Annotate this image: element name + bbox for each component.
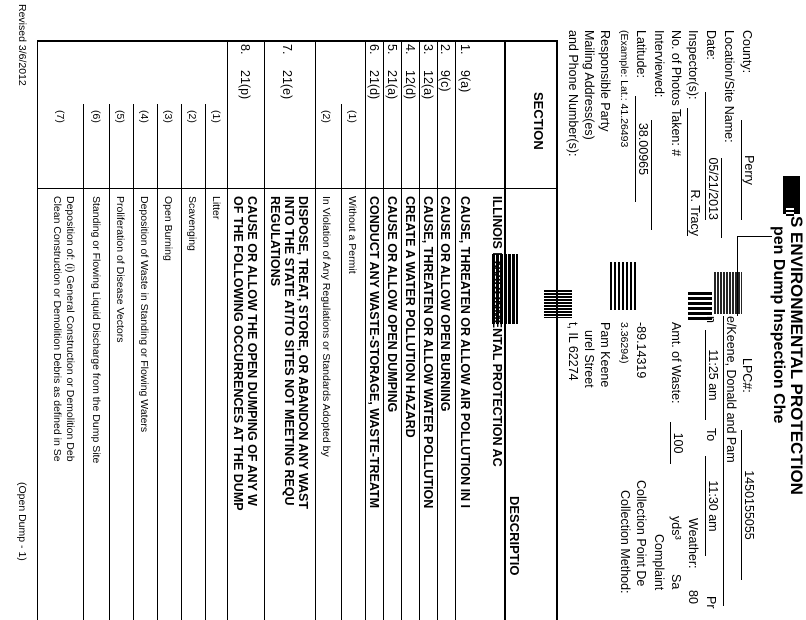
latitude-label: Latitude: (634, 30, 648, 78)
inspectors-label: Inspector(s): (686, 30, 700, 100)
collection-method-label: Collection Method: (618, 490, 632, 594)
row-section: 9(a) (458, 70, 472, 93)
page-footer: (Open Dump - 1) (16, 482, 28, 561)
lpc-value: 1450155055 (741, 430, 756, 580)
waste-extra: Sa (669, 574, 683, 590)
row-description: Without a Permit (346, 196, 358, 274)
row-section: 12(a) (421, 70, 435, 100)
latitude-value: 38.00965 (635, 96, 650, 202)
longitude-example: 3.36294) (618, 322, 630, 364)
row-section: 21(a) (385, 70, 399, 100)
row-number: 7. (280, 44, 294, 55)
row-description-line1: Deposition of: (i) General Construction or Demolition Deb (64, 196, 76, 462)
row-subsection: (6) (90, 110, 102, 123)
row-description: CAUSE, THREATEN OR ALLOW WATER POLLUTION (421, 196, 435, 509)
row-description: In Violation of Any Regulations or Standards Adopted by (320, 196, 332, 457)
complaint-label: Complaint (652, 534, 666, 591)
row-subsection: (2) (320, 110, 332, 123)
time-to-label: To (704, 428, 718, 442)
act-header: ILLINOIS ENVIRONMENTAL PROTECTION AC (490, 196, 504, 467)
city-state-zip: t, IL 62274 (566, 322, 580, 381)
row-number: 4. (403, 44, 417, 55)
location-label: Location/Site Name: (722, 30, 736, 143)
row-subsection: (2) (186, 110, 198, 123)
document-subtitle: pen Dump Inspection Che (770, 226, 787, 424)
time-to-value: 11:30 am (705, 456, 720, 556)
row-subsection: (1) (346, 110, 358, 123)
weather-value: 80 (686, 590, 700, 604)
section-column-header: SECTION (531, 92, 546, 150)
document-title: S ENVIRONMENTAL PROTECTION (787, 216, 806, 495)
row-number: 8. (238, 44, 252, 55)
row-subsection: (4) (138, 110, 150, 123)
row-description: Proliferation of Disease Vectors (114, 196, 126, 343)
row-section: 21(d) (367, 70, 381, 100)
county-value: Perry (741, 120, 756, 220)
row-number: 1. (458, 44, 472, 55)
time-from-prefix: n (704, 316, 718, 323)
row-subsection: (7) (54, 110, 66, 123)
revised-date: Revised 3/6/2012 (16, 4, 28, 86)
time-from-value: 11:25 am (705, 330, 720, 420)
row-description: CONDUCT ANY WASTE-STORAGE, WASTE-TREATM (367, 196, 381, 509)
row-description: CAUSE OR ALLOW OPEN DUMPING (385, 196, 399, 413)
row-section: 21(e) (280, 70, 294, 100)
redaction-mark (610, 262, 638, 310)
waste-unit: yds³ (669, 516, 683, 540)
row-description: CAUSE, THREATEN OR ALLOW AIR POLLUTION IN I (458, 196, 472, 509)
lpc-label: LPC#: (740, 358, 754, 393)
inspectors-value: R. Tracy (687, 108, 702, 236)
longitude-value: -89.14319 (634, 322, 648, 379)
mailing-address-label: Mailing Address(es) (582, 30, 596, 140)
row-section: 12(d) (403, 70, 417, 100)
row-description: Deposition of Waste in Standing or Flowing Waters (138, 196, 150, 433)
row-description: Scavenging (186, 196, 198, 251)
row-section: 21(p) (238, 70, 252, 100)
row-description-line3: REGULATIONS (268, 196, 282, 287)
redaction-mark (544, 290, 572, 318)
row-number: 3. (421, 44, 435, 55)
site-name-value: e/Keene, Donald and Pam (723, 316, 738, 606)
latitude-example: (Example: Lat.: 41.26493 (618, 30, 630, 148)
date-value: 05/21/2013 (705, 92, 720, 220)
row-description-line2: Clean Construction or Demolition Debris as defined in Se (51, 196, 63, 462)
row-description-line2: OF THE FOLLOWING OCCURRENCES AT THE DUMP (231, 196, 245, 511)
photos-label: No. of Photos Taken: # (669, 30, 683, 157)
row-number: 5. (385, 44, 399, 55)
row-description: CREATE A WATER POLLUTION HAZARD (403, 196, 417, 438)
row-number: 2. (438, 44, 452, 55)
pr-label: Pr (704, 596, 718, 609)
row-description-line2: INTO THE STATE AT/TO SITES NOT MEETING REQU (282, 196, 296, 506)
row-description: CAUSE OR ALLOW OPEN BURNING (438, 196, 452, 412)
row-description: Standing or Flowing Liquid Discharge from the Dump Site (90, 196, 102, 464)
row-description-line1: DISPOSE, TREAT, STORE, OR ABANDON ANY WAST (296, 196, 310, 509)
phone-numbers-label: and Phone Number(s): (566, 30, 580, 157)
responsible-party-name: Pam Keene (598, 322, 612, 388)
redaction-mark (786, 206, 794, 216)
row-description-line1: CAUSE OR ALLOW THE OPEN DUMPING OF ANY W (245, 196, 259, 506)
row-subsection: (1) (210, 110, 222, 123)
row-subsection: (5) (114, 110, 126, 123)
row-subsection: (3) (162, 110, 174, 123)
interviewed-label: Interviewed: (652, 30, 666, 98)
street-address: urel Street (582, 330, 596, 388)
responsible-party-label: Responsible Party (598, 30, 612, 132)
collection-point-label: Collection Point De (634, 480, 648, 587)
waste-amount-label: Amt. of Waste: (669, 322, 683, 404)
weather-label: Weather: (686, 518, 700, 569)
row-description: Open Burning (162, 196, 174, 261)
row-number: 6. (367, 44, 381, 55)
description-column-header: DESCRIPTIO (507, 496, 522, 576)
row-description: Litter (210, 196, 222, 220)
row-section: 9(c) (438, 70, 452, 92)
county-label: County: (740, 30, 754, 74)
waste-amount-value: 100 (670, 422, 685, 464)
date-label: Date: (704, 30, 718, 60)
